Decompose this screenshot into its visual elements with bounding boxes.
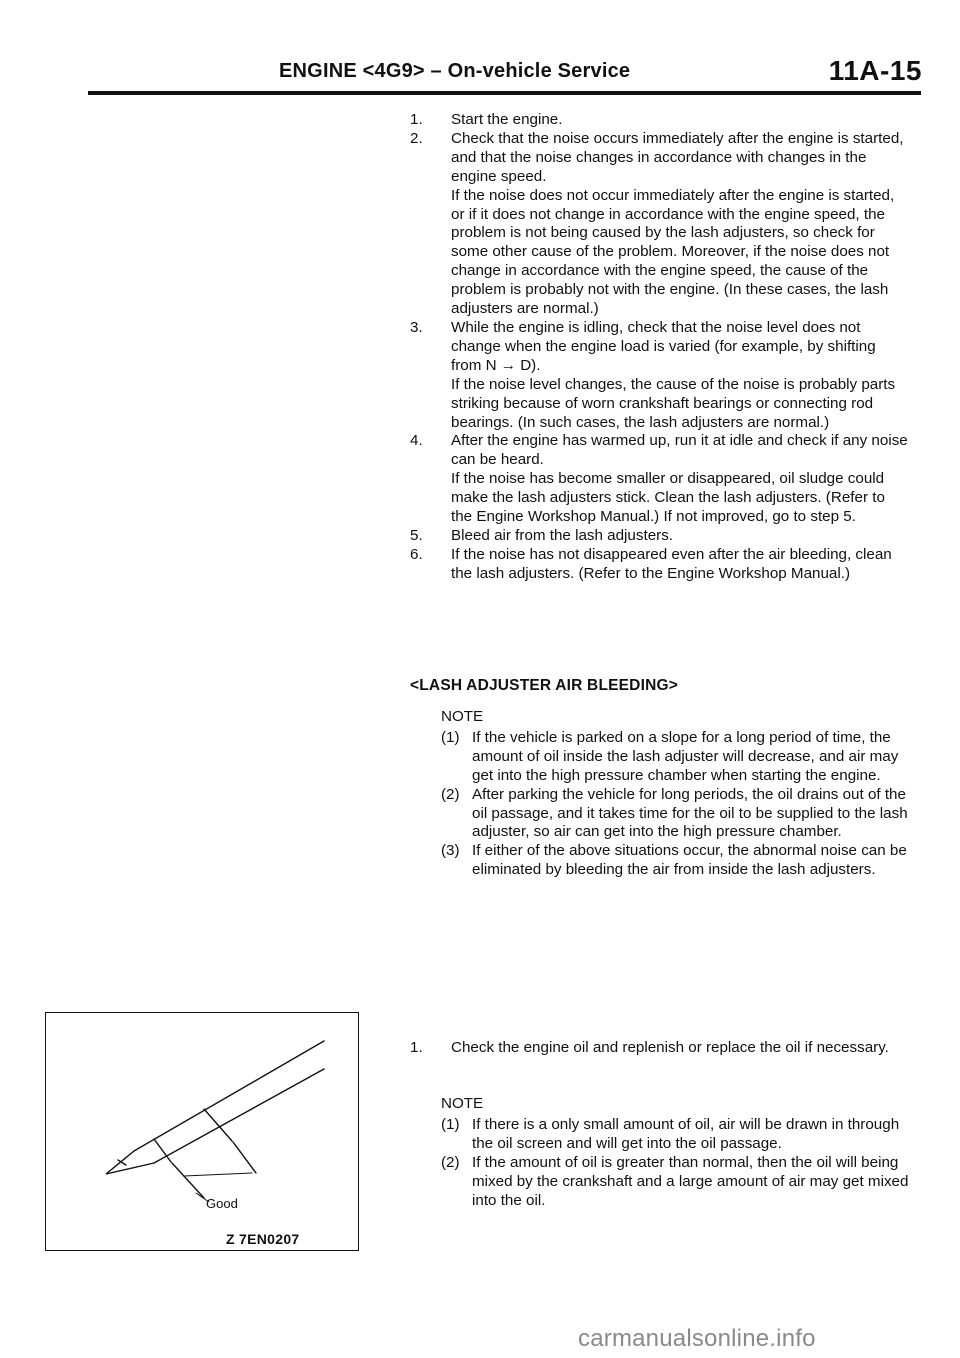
header-divider (88, 91, 921, 95)
page-number: 11A-15 (828, 55, 922, 86)
dipstick-figure (45, 1012, 359, 1251)
section-heading: <LASH ADJUSTER AIR BLEEDING> (410, 677, 678, 694)
check-steps (410, 111, 910, 584)
note-text: If there is a only small amount of oil, air will be drawn in through the oil screen and will get into the oil passage. (472, 1115, 900, 1152)
figure-code: Z 7EN0207 (226, 1231, 300, 1247)
page-title: ENGINE <4G9> – On-vehicle Service (279, 60, 631, 82)
range-bracket-bar (184, 1173, 252, 1176)
step-text: If the noise has become smaller or disappeared, oil sludge could make the lash adjusters stick. Clean the lash adjusters. (Refer to the Engine Workshop Manual.) If not improved, go to step 5. (451, 470, 885, 526)
page-header (0, 0, 960, 96)
step-number: 3. (410, 318, 423, 336)
step-text: If the noise does not occur immediately after the engine is started, or if it does not change in accordance with the engine speed, the problem is not being caused by the lash adjusters, so check for some other cause of the problem. Moreover, if the noise does not change in accordance with the engine speed, the cause of the problem is probably not with the engine. (In these cases, the lash adjusters are normal.) (451, 186, 895, 318)
note-item (441, 842, 911, 880)
step-text: If the noise has not disappeared even after the air bleeding, clean the lash adjusters. (Refer to the Engine Workshop Manual.) (451, 545, 892, 582)
step-number: 5. (410, 526, 423, 544)
note-item (441, 786, 911, 843)
step-number: 6. (410, 545, 423, 563)
note-text: If the amount of oil is greater than normal, then the oil will being mixed by the crankshaft and a large amount of air may get mixed into the oil. (472, 1153, 909, 1209)
note-label: NOTE (441, 708, 484, 725)
step-item (410, 546, 910, 584)
oil-check-step (410, 1039, 910, 1058)
step-number: 1. (410, 1039, 423, 1056)
step-item (410, 130, 910, 319)
step-item (410, 111, 910, 130)
level-mark-high (204, 1109, 232, 1141)
note-block (441, 708, 911, 880)
watermark: carmanualsonline.info (578, 1325, 816, 1352)
range-bracket-right (233, 1142, 256, 1173)
note-item (441, 1116, 911, 1154)
note-number: (2) (441, 785, 460, 803)
note-label: NOTE (441, 1095, 484, 1112)
note-number: (1) (441, 728, 460, 746)
step-item (410, 527, 910, 546)
figure-label-good: Good (206, 1196, 238, 1211)
note-text: If either of the above situations occur, the abnormal noise can be eliminated by bleeding the air from inside the lash adjusters. (472, 842, 907, 879)
step-number: 2. (410, 129, 423, 147)
step-item (410, 432, 910, 527)
step-text: Start the engine. (451, 111, 563, 128)
note-block (441, 1095, 911, 1210)
step-text: Check the engine oil and replenish or replace the oil if necessary. (451, 1039, 889, 1056)
step-number: 4. (410, 432, 423, 450)
dipstick-tip (106, 1151, 154, 1174)
dipstick-lower-edge (154, 1069, 324, 1163)
step-text: After the engine has warmed up, run it at idle and check if any noise can be heard. (451, 432, 908, 469)
note-text: If the vehicle is parked on a slope for a long period of time, the amount of oil inside the lash adjuster will decrease, and air may get into the high pressure chamber when starting the engine. (472, 728, 899, 784)
note-item (441, 1154, 911, 1211)
step-text: While the engine is idling, check that the noise level does not change when the engine load is varied (for example, by shifting from N → D). (451, 318, 876, 374)
step-text: Bleed air from the lash adjusters. (451, 526, 674, 544)
step-number: 1. (410, 111, 423, 128)
range-bracket-left (172, 1163, 204, 1198)
step-item (410, 1039, 910, 1058)
note-item (441, 729, 911, 786)
note-number: (2) (441, 1153, 460, 1171)
step-text: If the noise level changes, the cause of the noise is probably parts striking because of worn crankshaft bearings or connecting rod bearings. (In such cases, the lash adjusters are normal.) (451, 375, 896, 431)
step-item (410, 319, 910, 432)
note-number: (1) (441, 1115, 460, 1133)
note-text: After parking the vehicle for long periods, the oil drains out of the oil passage, and it takes time for the oil to be supplied to the lash adjuster, so air can get into the high pressure chamber. (472, 785, 908, 841)
step-text: Check that the noise occurs immediately after the engine is started, and that the noise changes in accordance with changes in the engine speed. (451, 129, 904, 185)
dipstick-illustration (46, 1013, 360, 1252)
dipstick-upper-edge (134, 1041, 324, 1151)
note-number: (3) (441, 842, 460, 860)
